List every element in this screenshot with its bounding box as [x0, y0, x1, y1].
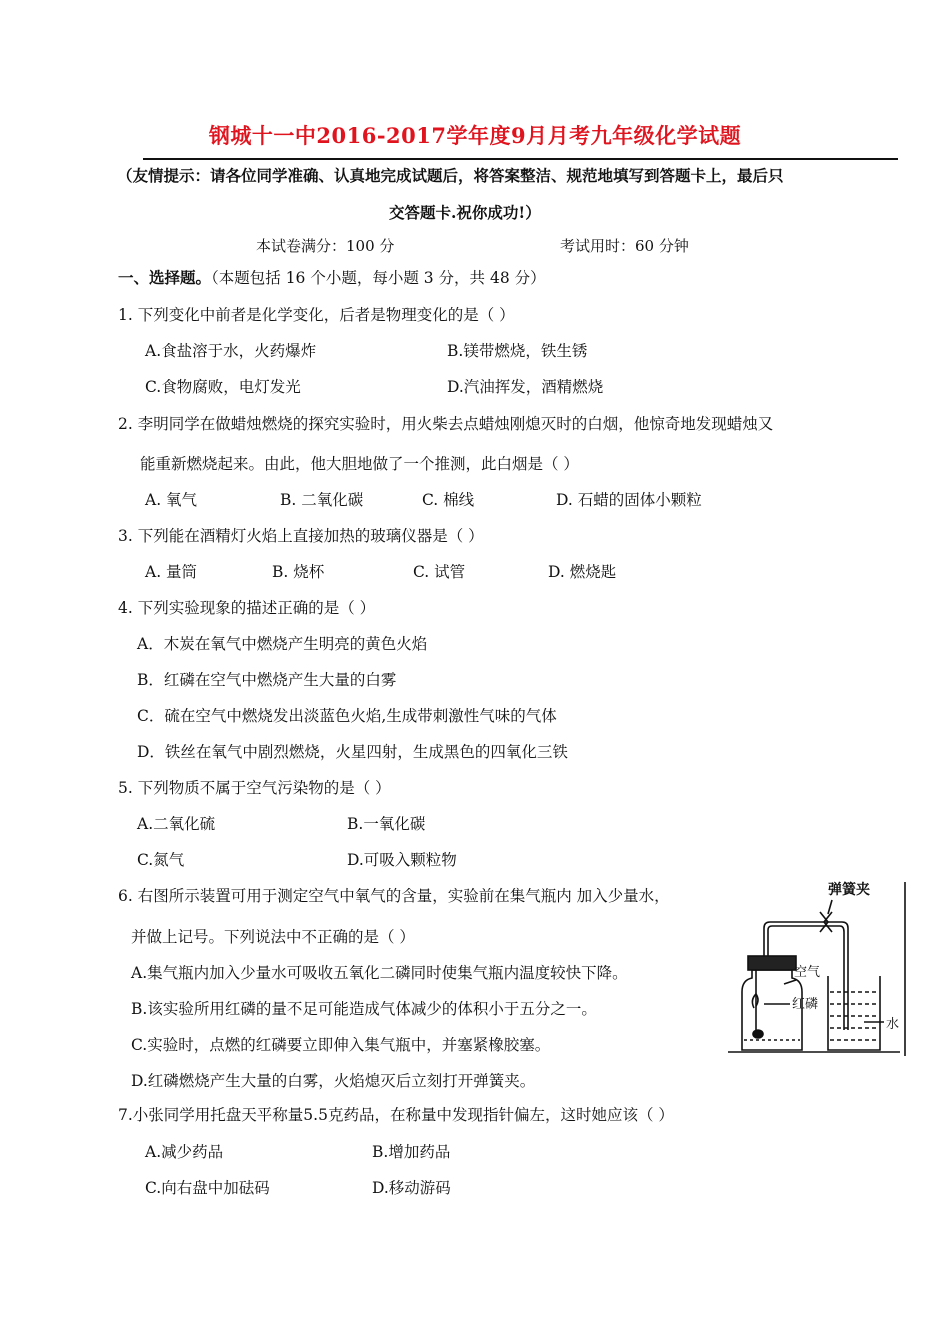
question-1-option-b: B.镁带燃烧，铁生锈 [447, 342, 588, 360]
notice-line-2: 交答题卡.祝你成功!） [389, 203, 541, 222]
question-5-option-d: D.可吸入颗粒物 [347, 851, 457, 869]
question-1-option-c: C.食物腐败，电灯发光 [145, 378, 301, 396]
question-5-option-b: B.一氧化碳 [347, 815, 426, 833]
question-4-option-d: D．铁丝在氧气中剧烈燃烧，火星四射，生成黑色的四氧化三铁 [137, 743, 568, 761]
question-7-option-c: C.向右盘中加砝码 [145, 1179, 270, 1197]
rubber-stopper [748, 956, 796, 970]
question-6-option-c: C.实验时，点燃的红磷要立即伸入集气瓶中，并塞紧橡胶塞。 [131, 1036, 551, 1054]
question-3-stem: 3. 下列能在酒精灯火焰上直接加热的玻璃仪器是（ ） [118, 527, 484, 545]
question-1-stem: 1. 下列变化中前者是化学变化，后者是物理变化的是（ ） [118, 306, 515, 324]
question-5-option-c: C.氮气 [137, 851, 185, 869]
title-underline [143, 158, 898, 160]
question-3-option-c: C. 试管 [413, 563, 466, 581]
full-score: 本试卷满分：100 分 [256, 237, 395, 255]
question-7-stem: 7.小张同学用托盘天平称量5.5克药品，在称量中发现指针偏左，这时她应该（ ） [118, 1106, 674, 1124]
question-7-option-d: D.移动游码 [372, 1179, 451, 1197]
question-1-option-a: A.食盐溶于水，火药爆炸 [145, 342, 317, 360]
exam-time: 考试用时：60 分钟 [560, 237, 689, 255]
question-2-option-d: D. 石蜡的固体小颗粒 [556, 491, 702, 509]
question-2-option-c: C. 棉线 [422, 491, 475, 509]
question-6-option-a: A.集气瓶内加入少量水可吸收五氧化二磷同时使集气瓶内温度较快下降。 [131, 964, 628, 982]
question-4-stem: 4. 下列实验现象的描述正确的是（ ） [118, 599, 376, 617]
question-6-stem: 6. 右图所示装置可用于测定空气中氧气的含量，实验前在集气瓶内 加入少量水， [118, 887, 670, 905]
spring-clip-label: 弹簧夹 [828, 882, 870, 898]
section-note: （本题包括 16 个小题，每小题 3 分，共 48 分） [211, 269, 546, 287]
question-6-stem-cont: 并做上记号。下列说法中不正确的是（ ） [131, 928, 415, 946]
page-title: 钢城十一中2016-2017学年度9月月考九年级化学试题 [208, 123, 742, 148]
question-7-option-a: A.减少药品 [145, 1143, 224, 1161]
question-4-option-a: A．木炭在氧气中燃烧产生明亮的黄色火焰 [137, 635, 428, 653]
beaker [828, 976, 880, 1050]
red-phosphorus [753, 1030, 763, 1038]
question-3-option-a: A. 量筒 [145, 563, 198, 581]
question-4-option-b: B．红磷在空气中燃烧产生大量的白雾 [137, 671, 397, 689]
question-1-option-d: D.汽油挥发，酒精燃烧 [447, 378, 604, 396]
water-label: 水 [886, 1017, 900, 1032]
air-pointer [784, 980, 796, 984]
question-7-option-b: B.增加药品 [372, 1143, 451, 1161]
air-label: 空气 [794, 965, 821, 980]
question-2-option-b: B. 二氧化碳 [280, 491, 364, 509]
question-6-option-d: D.红磷燃烧产生大量的白雾，火焰熄灭后立刻打开弹簧夹。 [131, 1072, 536, 1090]
question-2-option-a: A. 氧气 [145, 491, 198, 509]
question-5-option-a: A.二氧化硫 [137, 815, 216, 833]
question-3-option-d: D. 燃烧匙 [548, 563, 617, 581]
section-heading-row [118, 266, 546, 288]
question-3-option-b: B. 烧杯 [272, 563, 325, 581]
question-2-stem-cont: 能重新燃烧起来。由此，他大胆地做了一个推测，此白烟是（ ） [140, 455, 579, 473]
question-2-stem: 2. 李明同学在做蜡烛燃烧的探究实验时，用火柴去点蜡烛刚熄灭时的白烟，他惊奇地发现蜡烛又 [118, 415, 774, 433]
oxygen-measurement-apparatus [724, 880, 906, 1058]
phosphorus-label: 红磷 [792, 997, 819, 1012]
section-heading: 一、选择题。 [118, 268, 212, 287]
question-5-stem: 5. 下列物质不属于空气污染物的是（ ） [118, 779, 391, 797]
notice-line-1: （友情提示：请各位同学准确、认真地完成试题后，将答案整洁、规范地填写到答题卡上，最后只 [117, 166, 784, 185]
question-4-option-c: C．硫在空气中燃烧发出淡蓝色火焰,生成带刺激性气味的气体 [137, 707, 557, 725]
question-6-option-b: B.该实验所用红磷的量不足可能造成气体减少的体积小于五分之一。 [131, 1000, 597, 1018]
